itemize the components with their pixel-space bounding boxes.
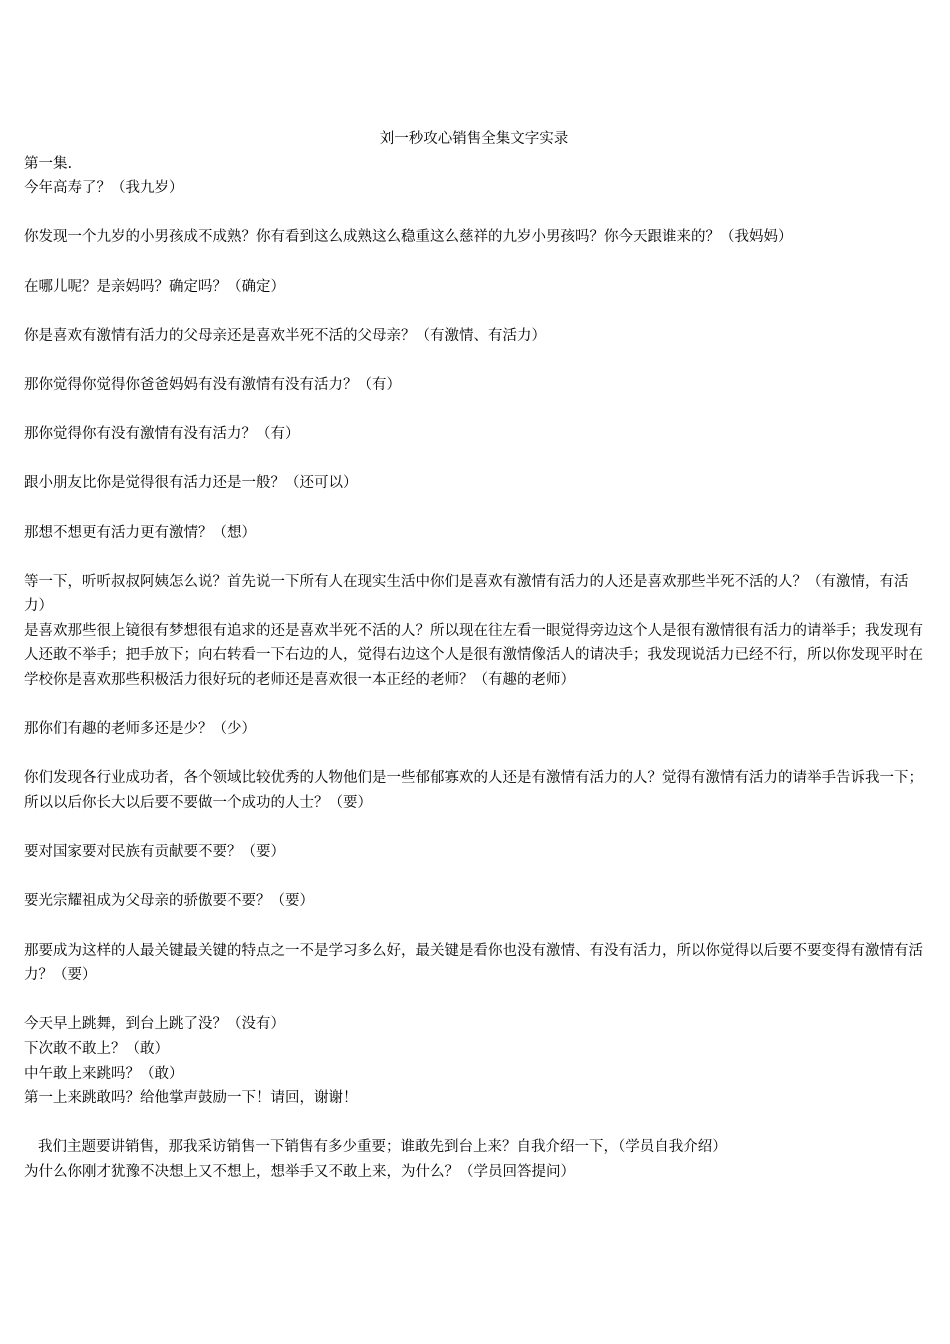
spacer: [24, 348, 924, 373]
paragraph: 今天早上跳舞，到台上跳了没？（没有）: [24, 1016, 285, 1033]
spacer: [24, 1111, 924, 1136]
paragraph: 第一上来跳敢吗？给他掌声鼓励一下！请回，谢谢！: [24, 1090, 358, 1107]
paragraph: 今年高寿了？（我九岁）: [24, 180, 184, 197]
spacer: [24, 496, 924, 521]
paragraph: 那要成为这样的人最关键最关键的特点之一不是学习多么好，最关键是看你也没有激情、有没有活力，所以你觉得以后要不要变得有激情有活力？（要）: [24, 942, 923, 984]
spacer: [24, 398, 924, 423]
spacer: [24, 250, 924, 275]
spacer: [24, 201, 924, 226]
paragraph: 那想不想更有活力更有激情？（想）: [24, 524, 256, 541]
document-body: [24, 127, 924, 1185]
spacer: [24, 816, 924, 841]
paragraph: 那你觉得你觉得你爸爸妈妈有没有激情有没有活力？（有）: [24, 376, 401, 393]
paragraph: 我们主题要讲销售，那我采访销售一下销售有多少重要；谁敢先到台上来？自我介绍一下，（学员自我介绍）: [38, 1139, 727, 1156]
paragraph: 那你觉得你有没有激情有没有活力？（有）: [24, 426, 300, 443]
document-title: 刘一秒攻心销售全集文字实录: [379, 131, 569, 147]
paragraph: 在哪儿呢？是亲妈吗？确定吗？（确定）: [24, 278, 285, 295]
episode-heading: 第一集.: [24, 155, 73, 172]
paragraph: 等一下，听听叔叔阿姨怎么说？首先说一下所有人在现实生活中你们是喜欢有激情有活力的人还是喜欢那些半死不活的人？（有激情，有活力）: [24, 573, 909, 615]
paragraph: 要光宗耀祖成为父母亲的骄傲要不要？（要）: [24, 893, 314, 910]
paragraph: 是喜欢那些很上镜很有梦想很有追求的还是喜欢半死不活的人？所以现在往左看一眼觉得旁边这个人是很有激情很有活力的请举手；我发现有人还敢不举手；把手放下；向右转看一下右边的人，觉得右边这个人是很有激情像活人的请决手；我发现说活力已经不行，所以你发现平时在学校你是喜欢那些积极活力很好玩的老师还是喜欢很一本正经的老师？（有趣的老师）: [24, 622, 923, 689]
spacer: [24, 914, 924, 939]
spacer: [24, 693, 924, 718]
paragraph: 跟小朋友比你是觉得很有活力还是一般？（还可以）: [24, 475, 358, 492]
paragraph: 那你们有趣的老师多还是少？（少）: [24, 721, 256, 738]
paragraph: 你是喜欢有激情有活力的父母亲还是喜欢半死不活的父母亲？（有激情、有活力）: [24, 327, 546, 344]
paragraph: 下次敢不敢上？（敢）: [24, 1040, 169, 1057]
paragraph: 为什么你刚才犹豫不决想上又不想上，想举手又不敢上来，为什么？（学员回答提问）: [24, 1163, 575, 1180]
spacer: [24, 742, 924, 767]
spacer: [24, 447, 924, 472]
paragraph: 你们发现各行业成功者，各个领域比较优秀的人物他们是一些郁郁寡欢的人还是有激情有活力的人？觉得有激情有活力的请举手告诉我一下；所以以后你长大以后要不要做一个成功的人士？（要）: [24, 770, 923, 812]
paragraph: 你发现一个九岁的小男孩成不成熟？你有看到这么成熟这么稳重这么慈祥的九岁小男孩吗？你今天跟谁来的？（我妈妈）: [24, 229, 793, 246]
spacer: [24, 865, 924, 890]
spacer: [24, 299, 924, 324]
paragraph: 中午敢上来跳吗？（敢）: [24, 1065, 184, 1082]
spacer: [24, 545, 924, 570]
paragraph: 要对国家要对民族有贡献要不要？（要）: [24, 844, 285, 861]
spacer: [24, 988, 924, 1013]
